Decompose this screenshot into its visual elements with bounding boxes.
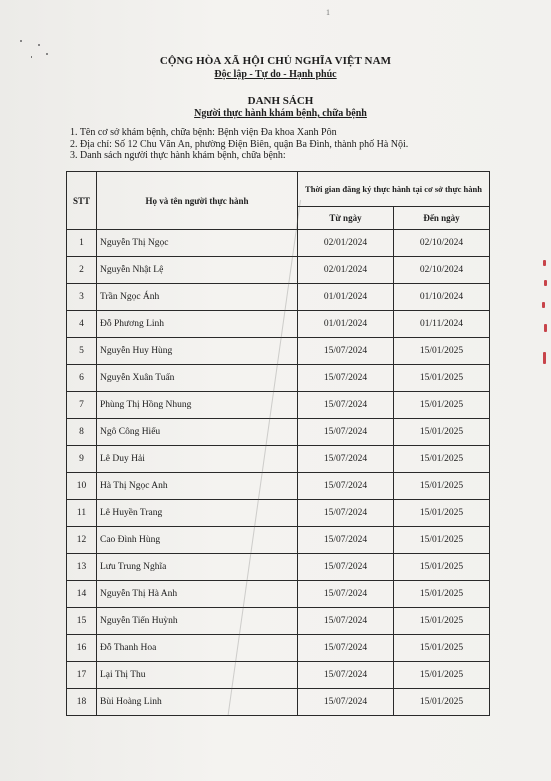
cell-from: 15/07/2024 (298, 446, 394, 473)
table-row (67, 392, 490, 419)
cell-name: Bùi Hoàng Linh (97, 689, 298, 716)
cell-to: 01/11/2024 (394, 311, 490, 338)
cell-from: 15/07/2024 (298, 500, 394, 527)
col-to: Đến ngày (394, 207, 490, 230)
cell-to: 15/01/2025 (394, 446, 490, 473)
table-row (67, 608, 490, 635)
cell-stt: 5 (67, 338, 97, 365)
cell-from: 15/07/2024 (298, 689, 394, 716)
cell-name: Ngô Công Hiếu (97, 419, 298, 446)
cell-name: Lê Duy Hải (97, 446, 298, 473)
cell-name: Nguyễn Tiến Huỳnh (97, 608, 298, 635)
cell-from: 15/07/2024 (298, 473, 394, 500)
cell-to: 15/01/2025 (394, 689, 490, 716)
table-row (67, 284, 490, 311)
national-header (0, 55, 551, 81)
cell-to: 15/01/2025 (394, 365, 490, 392)
table-row (67, 230, 490, 257)
cell-stt: 6 (67, 365, 97, 392)
table-row (67, 473, 490, 500)
document-title: DANH SÁCH (247, 95, 314, 107)
cell-to: 15/01/2025 (394, 635, 490, 662)
red-ink-mark (541, 260, 549, 370)
cell-name: Nguyễn Nhật Lệ (97, 257, 298, 284)
table-row (67, 662, 490, 689)
cell-to: 02/10/2024 (394, 257, 490, 284)
cell-stt: 18 (67, 689, 97, 716)
cell-name: Trần Ngọc Ánh (97, 284, 298, 311)
info-lines (70, 127, 408, 162)
cell-name: Nguyễn Huy Hùng (97, 338, 298, 365)
cell-stt: 14 (67, 581, 97, 608)
cell-to: 01/10/2024 (394, 284, 490, 311)
cell-name: Lê Huyền Trang (97, 500, 298, 527)
cell-stt: 3 (67, 284, 97, 311)
table-row (67, 635, 490, 662)
cell-to: 15/01/2025 (394, 338, 490, 365)
table-row (67, 311, 490, 338)
country-name: CỘNG HÒA XÃ HỘI CHỦ NGHĨA VIỆT NAM (159, 55, 392, 67)
cell-stt: 10 (67, 473, 97, 500)
cell-stt: 4 (67, 311, 97, 338)
cell-from: 15/07/2024 (298, 635, 394, 662)
cell-from: 15/07/2024 (298, 392, 394, 419)
cell-name: Nguyễn Thị Ngọc (97, 230, 298, 257)
cell-stt: 8 (67, 419, 97, 446)
info-line-facility: 1. Tên cơ sở khám bệnh, chữa bệnh: Bệnh viện Đa khoa Xanh Pôn (70, 127, 337, 138)
table-row (67, 554, 490, 581)
table-row (67, 581, 490, 608)
cell-stt: 11 (67, 500, 97, 527)
col-from: Từ ngày (298, 207, 394, 230)
cell-stt: 7 (67, 392, 97, 419)
cell-to: 15/01/2025 (394, 662, 490, 689)
cell-from: 01/01/2024 (298, 311, 394, 338)
cell-to: 02/10/2024 (394, 230, 490, 257)
cell-stt: 13 (67, 554, 97, 581)
cell-to: 15/01/2025 (394, 581, 490, 608)
cell-from: 15/07/2024 (298, 419, 394, 446)
cell-from: 02/01/2024 (298, 230, 394, 257)
cell-from: 15/07/2024 (298, 608, 394, 635)
cell-to: 15/01/2025 (394, 392, 490, 419)
cell-stt: 1 (67, 230, 97, 257)
cell-from: 02/01/2024 (298, 257, 394, 284)
practitioner-table (66, 171, 490, 716)
cell-from: 15/07/2024 (298, 365, 394, 392)
col-name: Họ và tên người thực hành (97, 172, 298, 230)
cell-to: 15/01/2025 (394, 527, 490, 554)
cell-stt: 2 (67, 257, 97, 284)
table-row (67, 419, 490, 446)
cell-from: 15/07/2024 (298, 581, 394, 608)
cell-name: Phùng Thị Hồng Nhung (97, 392, 298, 419)
cell-to: 15/01/2025 (394, 608, 490, 635)
cell-stt: 16 (67, 635, 97, 662)
table-row (67, 365, 490, 392)
cell-name: Đỗ Thanh Hoa (97, 635, 298, 662)
cell-name: Cao Đình Hùng (97, 527, 298, 554)
document-title-block (0, 94, 551, 120)
table-row (67, 257, 490, 284)
cell-name: Nguyễn Thị Hà Anh (97, 581, 298, 608)
document-subtitle: Người thực hành khám bệnh, chữa bệnh (194, 108, 367, 119)
info-line-list: 3. Danh sách người thực hành khám bệnh, chữa bệnh: (70, 150, 286, 161)
cell-to: 15/01/2025 (394, 500, 490, 527)
cell-to: 15/01/2025 (394, 554, 490, 581)
page-number: 1 (326, 8, 330, 17)
cell-stt: 12 (67, 527, 97, 554)
info-line-address: 2. Địa chỉ: Số 12 Chu Văn An, phường Điện Biên, quận Ba Đình, thành phố Hà Nội. (70, 138, 409, 150)
col-stt: STT (67, 172, 97, 230)
cell-to: 15/01/2025 (394, 473, 490, 500)
cell-name: Đỗ Phương Linh (97, 311, 298, 338)
cell-from: 15/07/2024 (298, 527, 394, 554)
table-row (67, 446, 490, 473)
cell-from: 01/01/2024 (298, 284, 394, 311)
cell-name: Lại Thị Thu (97, 662, 298, 689)
cell-name: Lưu Trung Nghĩa (97, 554, 298, 581)
motto: Độc lập - Tự do - Hạnh phúc (214, 69, 337, 80)
col-period: Thời gian đăng ký thực hành tại cơ sở thực hành (298, 172, 490, 207)
cell-name: Hà Thị Ngọc Anh (97, 473, 298, 500)
cell-from: 15/07/2024 (298, 338, 394, 365)
cell-to: 15/01/2025 (394, 419, 490, 446)
cell-stt: 15 (67, 608, 97, 635)
cell-name: Nguyễn Xuân Tuấn (97, 365, 298, 392)
cell-stt: 17 (67, 662, 97, 689)
table-row (67, 527, 490, 554)
cell-stt: 9 (67, 446, 97, 473)
table-row (67, 689, 490, 716)
cell-from: 15/07/2024 (298, 662, 394, 689)
cell-from: 15/07/2024 (298, 554, 394, 581)
table-row (67, 500, 490, 527)
